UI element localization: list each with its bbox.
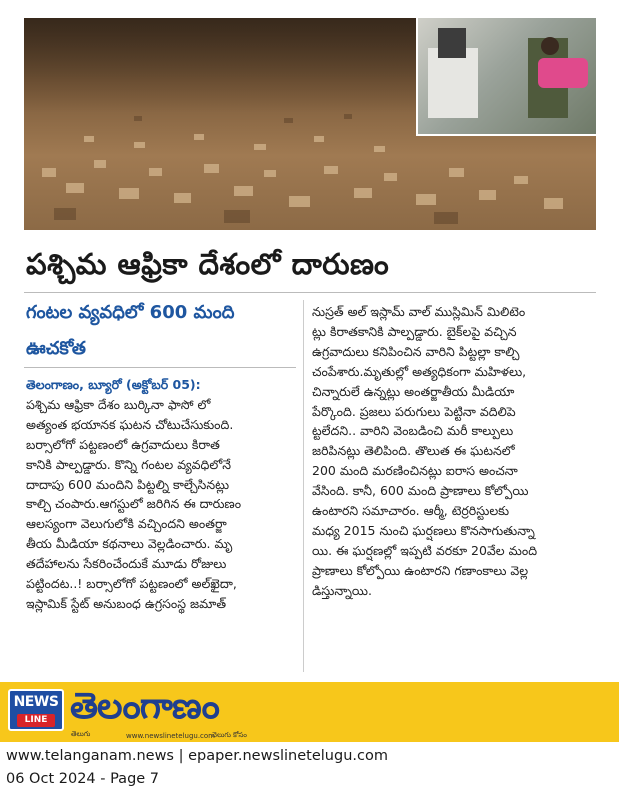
newsline-logo-line: LINE <box>17 714 55 727</box>
brand-url[interactable]: www.newslinetelugu.com <box>126 732 215 740</box>
subheadline-line-1: గంటల వ్యవధిలో 600 మంది <box>26 302 235 323</box>
body-line: డిస్తున్నాయి. <box>312 582 372 598</box>
body-line: మధ్య 2015 నుంచి ఘర్షణలు కొనసాగుతున్నా <box>312 522 535 538</box>
body-line: తీయ మీడియా కథనాలు వెల్లడించారు. మృ <box>26 536 233 552</box>
body-line: చిన్నారులే ఉన్నట్లు అంతర్జాతీయ మీడియా <box>312 383 515 399</box>
newsline-logo[interactable] <box>8 689 64 731</box>
subheadline-line-2: ఊచకోత <box>26 338 86 359</box>
body-line: ట్టలేదని.. వారిని వెంబడించి మరీ కాల్పులు <box>312 423 514 439</box>
body-line: ఉగ్రవాదులు కనిపించిన వారిని పిట్టల్లా కాల్చి <box>312 343 520 359</box>
body-line: ఆలస్యంగా వెలుగులోకి వచ్చిందని అంతర్జా <box>26 516 227 532</box>
body-line: బర్సాలోగో పట్టణంలో ఉగ్రవాదులు కిరాత <box>26 436 220 452</box>
body-line: అత్యంత భయానక ఘటన చోటుచేసుకుంది. <box>26 416 234 432</box>
article-column-left <box>26 375 298 614</box>
body-line: వేసింది. కానీ, 600 మంది ప్రాణాలు కోల్పోయి <box>312 483 529 499</box>
newsline-logo-news: NEWS <box>13 694 59 710</box>
body-line: ఉంటారని సమాచారం. ఆర్మీ, టెర్రరిస్టులకు <box>312 503 510 519</box>
body-line: యి. ఈ ఘర్షణల్లో ఇప్పటి వరకూ 20వేల మంది <box>312 542 538 558</box>
dateline: తెలంగాణం, బ్యూరో (అక్టోబర్ 05): <box>26 377 201 392</box>
body-line: పట్టిందట..! బర్సాలోగో పట్టణంలో అల్‌ఖైదా, <box>26 576 237 592</box>
body-line: దాదాపు 600 మందిని పిట్టల్ని కాల్చేసినట్లు <box>26 476 230 492</box>
body-line: కానికి పాల్పడ్డారు. కొన్ని గంటల వ్యవధిలోనే <box>26 456 232 472</box>
headline-divider <box>24 292 596 293</box>
body-line: చంపేశారు.మృతుల్లో అత్యధికంగా మహిళలు, <box>312 363 527 379</box>
soldier-inset-image <box>418 18 596 136</box>
body-line: 200 మంది మరణించినట్లు ఐరాస అంచనా <box>312 463 518 479</box>
body-line: ట్లు కిరాతకానికి పాల్పడ్డారు. బైక్‌లపై వచ్చిన <box>312 323 517 339</box>
inset-photo <box>416 18 596 136</box>
body-line: పేర్కొంది. ప్రజలు పరుగులు పెట్టినా వదిలిపె <box>312 403 516 419</box>
article-photo <box>24 18 596 230</box>
body-line: జరిపినట్లు తెలిపింది. తొలుత ఈ ఘటనలో <box>312 443 515 459</box>
page-date-stamp: 06 Oct 2024 - Page 7 <box>6 771 160 787</box>
brand-tagline: వెలుగు కోసం <box>212 731 247 739</box>
body-line: పశ్చిమ ఆఫ్రికా దేశం బుర్కినా ఫాసో లో <box>26 396 211 412</box>
body-line: తదేహాలను సేకరించేందుకే మూడు రోజులు <box>26 556 227 572</box>
body-line: కాల్చి చంపారు.ఆగస్టులో జరిగిన ఈ దారుణం <box>26 496 242 512</box>
body-line: ప్రాణాలు కోల్పోయి ఉంటారని గణాంకాలు వెల్ల <box>312 562 529 578</box>
epaper-links[interactable]: www.telanganam.news | epaper.newslinetelugu.com <box>6 748 388 764</box>
article-column-right <box>312 302 602 601</box>
body-line: ఇస్లామిక్ స్టేట్ అనుబంధ ఉగ్రసంస్థ జమాత్ <box>26 595 227 611</box>
body-line: నుస్రత్ అల్ ఇస్లామ్ వాల్ ముస్లిమిన్ మిలిటెం <box>312 304 526 319</box>
brand-small-text: తెలుగు <box>71 730 91 738</box>
column-divider <box>303 300 304 672</box>
headline: పశ్చిమ ఆఫ్రికా దేశంలో దారుణం <box>26 247 390 281</box>
telanganam-logo[interactable]: తెలంగాణం <box>70 686 219 727</box>
subheadline-divider <box>24 367 296 368</box>
